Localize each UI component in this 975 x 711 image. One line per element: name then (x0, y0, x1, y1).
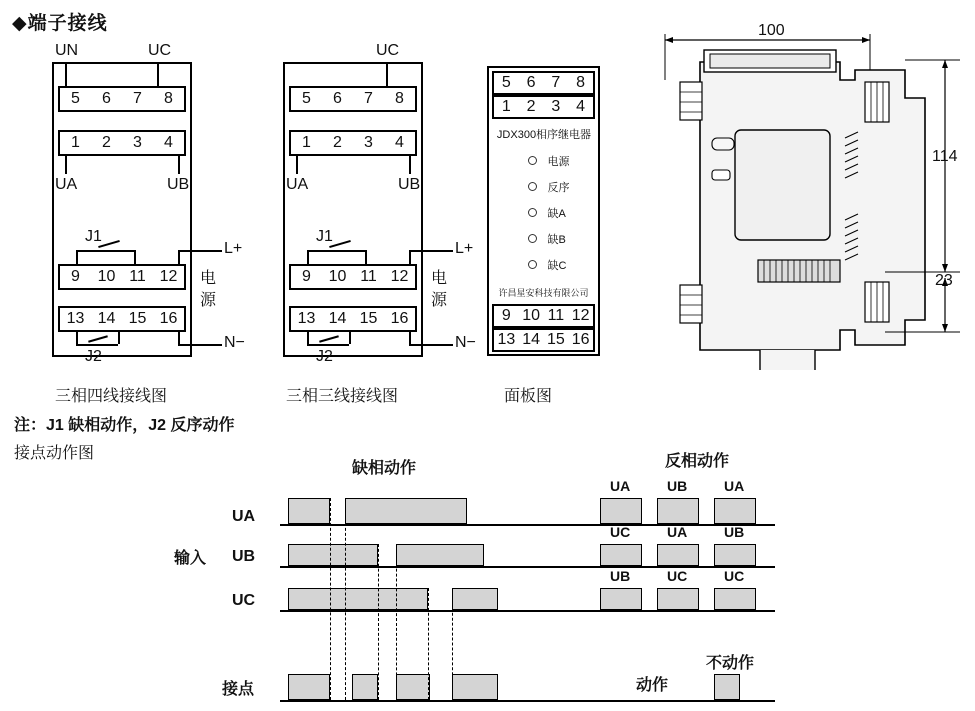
four-wire-relay-j1: J1 (85, 228, 102, 245)
three-wire-power-plus: L+ (455, 240, 474, 257)
device-dim-bottom: 23 (935, 272, 953, 289)
terminal-16: 16 (390, 310, 409, 327)
panel-caption: 面板图 (504, 388, 553, 405)
terminal-14: 14 (328, 310, 347, 327)
panel-led-label: 电源 (547, 156, 570, 168)
terminal-14: 14 (97, 310, 116, 327)
terminal-6: 6 (526, 74, 536, 91)
terminal-9: 9 (501, 307, 511, 324)
pulse (352, 674, 378, 700)
terminal-7: 7 (551, 74, 561, 91)
reverse-tag (657, 498, 699, 524)
terminal-16: 16 (159, 310, 178, 327)
terminal-12: 12 (159, 268, 178, 285)
terminal-12: 12 (390, 268, 409, 285)
timing-tag-label: UB (610, 568, 631, 584)
page-title: ◆端子接线 (12, 13, 108, 34)
three-wire-power-text: 电源 (431, 270, 448, 309)
terminal-13: 13 (297, 310, 316, 327)
reverse-tag (714, 588, 756, 610)
terminal-5: 5 (302, 90, 311, 107)
terminal-11: 11 (547, 307, 565, 324)
panel-led-power (528, 152, 569, 170)
three-wire-row-13141516 (289, 306, 417, 332)
pulse (452, 588, 498, 610)
terminal-6: 6 (333, 90, 342, 107)
four-wire-label-un: UN (55, 42, 79, 59)
three-wire-label-ub: UB (398, 176, 421, 193)
pulse (288, 544, 378, 566)
four-wire-power-minus: N− (224, 334, 245, 351)
terminal-5: 5 (71, 90, 80, 107)
reverse-tag (600, 544, 642, 566)
pulse (714, 674, 740, 700)
terminal-1: 1 (71, 134, 80, 151)
device-dim-height: 114 (932, 148, 958, 165)
three-wire-relay-j1: J1 (316, 228, 333, 245)
four-wire-label-ua: UA (55, 176, 78, 193)
three-wire-row-1234 (289, 130, 417, 156)
terminal-15: 15 (359, 310, 378, 327)
panel-row-1234 (492, 95, 595, 119)
terminal-2: 2 (333, 134, 342, 151)
pulse (396, 674, 430, 700)
three-wire-label-ua: UA (286, 176, 309, 193)
note-line: 注：J1 缺相动作，J2 反序动作 (14, 417, 235, 434)
timing-title-reverse: 反相动作 (665, 453, 730, 470)
timing-contact-act-label: 动作 (636, 677, 669, 694)
terminal-9: 9 (302, 268, 311, 285)
terminal-14: 14 (522, 331, 541, 348)
panel-company-text: 许昌星安科技有限公司 (498, 288, 589, 298)
terminal-15: 15 (546, 331, 565, 348)
panel-led-label: 缺C (547, 260, 567, 272)
pulse (288, 498, 330, 524)
panel-led-label: 缺A (547, 208, 566, 220)
timing-contact-noact-label: 不动作 (706, 655, 755, 672)
timing-row-label-ub: UB (232, 548, 256, 565)
timing-tag-label: UC (610, 524, 631, 540)
four-wire-row-9101112 (58, 264, 186, 290)
led-icon (528, 156, 537, 165)
device-dim-width: 100 (758, 22, 785, 39)
timing-tag-label: UC (724, 568, 745, 584)
four-wire-power-text: 电源 (200, 270, 217, 309)
four-wire-row-1234 (58, 130, 186, 156)
four-wire-power-plus: L+ (224, 240, 243, 257)
terminal-16: 16 (571, 331, 590, 348)
reverse-tag (657, 544, 699, 566)
four-wire-label-ub: UB (167, 176, 190, 193)
led-icon (528, 234, 537, 243)
terminal-9: 9 (71, 268, 80, 285)
panel-row-9101112 (492, 304, 595, 328)
contact-diagram-title: 接点动作图 (14, 445, 95, 462)
three-wire-row-5678 (289, 86, 417, 112)
panel-led-label: 反序 (547, 182, 570, 194)
terminal-10: 10 (97, 268, 116, 285)
panel-row-5678 (492, 71, 595, 95)
timing-row-label-uc: UC (232, 592, 256, 609)
terminal-7: 7 (364, 90, 373, 107)
terminal-8: 8 (395, 90, 404, 107)
device-3d-drawing (640, 20, 970, 370)
terminal-1: 1 (302, 134, 311, 151)
terminal-12: 12 (571, 307, 590, 324)
terminal-4: 4 (576, 98, 586, 115)
panel-row-13141516 (492, 328, 595, 352)
terminal-2: 2 (526, 98, 536, 115)
timing-tag-label: UA (610, 478, 631, 494)
panel-model-text: JDX300相序继电器 (496, 129, 592, 141)
three-wire-relay-j2: J2 (316, 348, 333, 365)
reverse-tag (600, 588, 642, 610)
pulse (396, 544, 484, 566)
terminal-11: 11 (129, 268, 146, 285)
panel-led-reverse (528, 178, 569, 196)
terminal-5: 5 (501, 74, 511, 91)
led-icon (528, 182, 537, 191)
panel-led-loss-b (528, 230, 566, 248)
terminal-2: 2 (102, 134, 111, 151)
terminal-8: 8 (576, 74, 586, 91)
terminal-13: 13 (497, 331, 516, 348)
reverse-tag (600, 498, 642, 524)
timing-row-label-ua: UA (232, 508, 256, 525)
timing-row-label-contact: 接点 (222, 681, 255, 698)
three-wire-caption: 三相三线接线图 (286, 388, 399, 405)
terminal-4: 4 (164, 134, 173, 151)
pulse (288, 674, 330, 700)
terminal-15: 15 (128, 310, 147, 327)
timing-tag-label: UB (667, 478, 688, 494)
timing-group-label: 输入 (174, 550, 207, 567)
three-wire-row-9101112 (289, 264, 417, 290)
terminal-6: 6 (102, 90, 111, 107)
four-wire-label-uc: UC (148, 42, 172, 59)
terminal-10: 10 (522, 307, 541, 324)
panel-led-label: 缺B (547, 234, 566, 246)
timing-tag-label: UB (724, 524, 745, 540)
three-wire-label-uc: UC (376, 42, 400, 59)
four-wire-row-5678 (58, 86, 186, 112)
terminal-8: 8 (164, 90, 173, 107)
four-wire-row-13141516 (58, 306, 186, 332)
four-wire-caption: 三相四线接线图 (55, 388, 168, 405)
reverse-tag (657, 588, 699, 610)
terminal-3: 3 (133, 134, 142, 151)
reverse-tag (714, 498, 756, 524)
led-icon (528, 260, 537, 269)
led-icon (528, 208, 537, 217)
panel-led-loss-c (528, 256, 566, 274)
timing-title-phase-loss: 缺相动作 (352, 460, 417, 477)
terminal-3: 3 (551, 98, 561, 115)
timing-tag-label: UA (724, 478, 745, 494)
terminal-7: 7 (133, 90, 142, 107)
terminal-13: 13 (66, 310, 85, 327)
pulse (452, 674, 498, 700)
reverse-tag (714, 544, 756, 566)
pulse (345, 498, 467, 524)
four-wire-relay-j2: J2 (85, 348, 102, 365)
terminal-1: 1 (501, 98, 511, 115)
pulse (288, 588, 428, 610)
terminal-3: 3 (364, 134, 373, 151)
terminal-4: 4 (395, 134, 404, 151)
terminal-10: 10 (328, 268, 347, 285)
timing-tag-label: UA (667, 524, 688, 540)
terminal-11: 11 (360, 268, 377, 285)
panel-led-loss-a (528, 204, 566, 222)
three-wire-power-minus: N− (455, 334, 476, 351)
timing-tag-label: UC (667, 568, 688, 584)
